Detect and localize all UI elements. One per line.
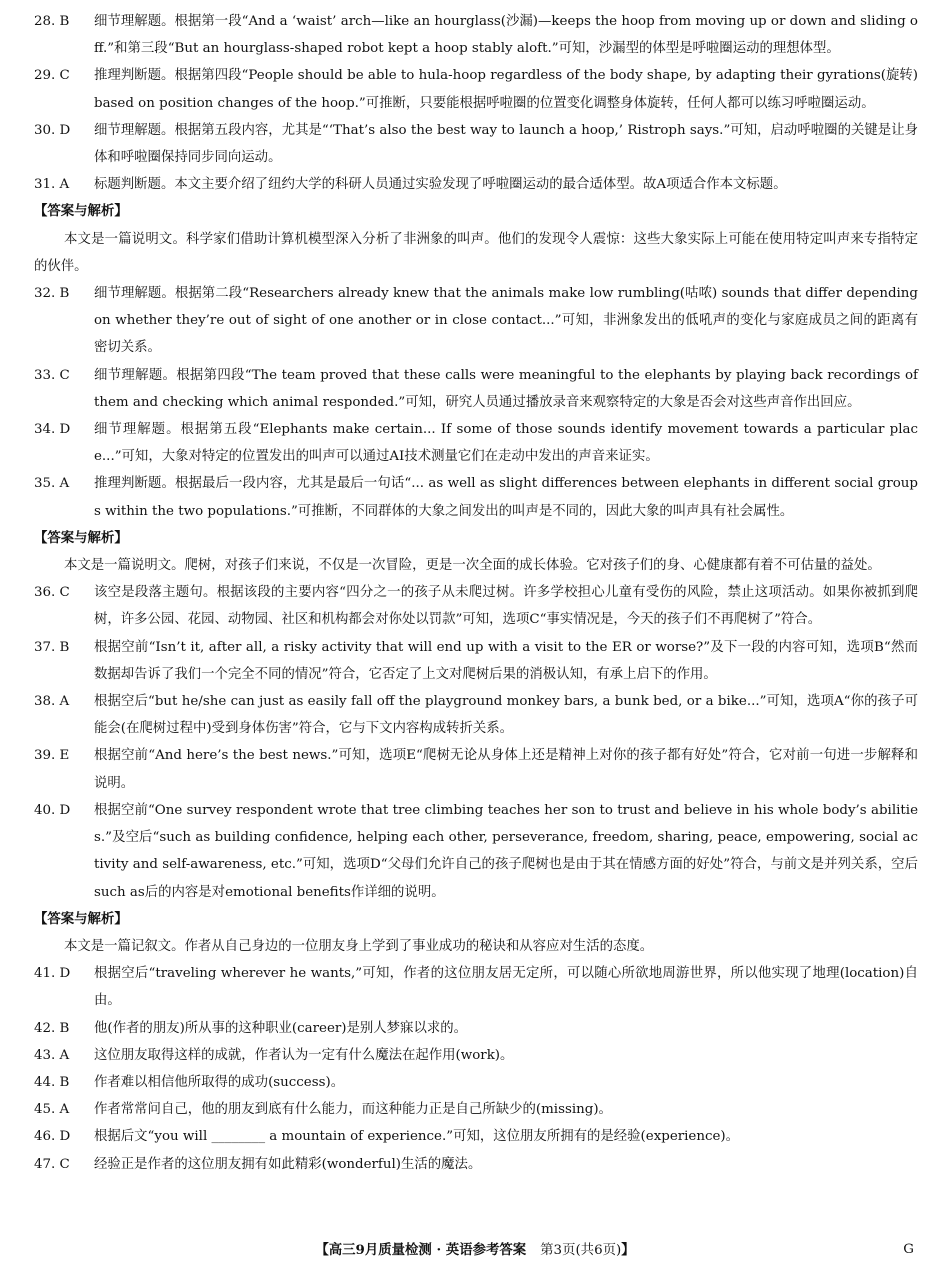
answer-number: 35. A — [34, 476, 70, 492]
answer-explanation: 推理判断题。根据最后一段内容，尤其是最后一句话“... as well as slight differences between elephants in different social groups within the two populations.”可推断，不同群体的大象之间发出的叫声是不同的，因此大象的叫声具有社会属性。 — [94, 476, 918, 519]
answer-explanation: 细节理解题。根据第五段内容，尤其是“‘That’s also the best way to launch a hoop,’ Ristroph says.”可知，启动呼啦圈的关键是让身体和呼啦圈保持同步同向运动。 — [94, 122, 918, 166]
answer-item — [34, 117, 918, 171]
answer-explanation: 根据后文“you will ________ a mountain of experience.”可知，这位朋友所拥有的是经验(experience)。 — [94, 1129, 740, 1145]
answer-item — [34, 1151, 918, 1178]
answer-number: 30. D — [34, 122, 71, 138]
answer-item — [34, 470, 918, 524]
answer-item — [34, 1015, 918, 1042]
answer-explanation: 经验正是作者的这位朋友拥有如此精彩(wonderful)生活的魔法。 — [94, 1156, 482, 1172]
answer-item — [34, 1069, 918, 1096]
answer-number: 46. D — [34, 1129, 71, 1145]
answer-number: 43. A — [34, 1047, 70, 1063]
answer-item — [34, 1096, 918, 1123]
answer-explanation: 细节理解题。根据第一段“And a ‘waist’ arch—like an hourglass(沙漏)—keeps the hoop from moving up or down and sliding off.”和第三段“But an hourglass-shaped robot kept a hoop stably aloft.”可知，沙漏型的体型是呼啦圈运动的理想体型。 — [94, 14, 918, 57]
answer-explanation: 根据空前“One survey respondent wrote that tree climbing teaches her son to trust and believe in his whole body’s abilities.”及空后“such as building confidence, helping each other, perseverance, freedom, sharing, peace, empowering, social activity and self-awareness, etc.”可知，选项D“父母们允许自己的孩子爬树也是由于其在情感方面的好处”符合，与前文是并列关系，空后such as后的内容是对emotional benefits作详细的说明。 — [94, 802, 918, 900]
footer-close: 】 — [621, 1242, 635, 1258]
answer-explanation: 该空是段落主题句。根据该段的主要内容“四分之一的孩子从未爬过树。许多学校担心儿童有受伤的风险，禁止这项活动。如果你被抓到爬树，许多公园、花园、动物园、社区和机构都会对你处以罚款”可知，选项C“事实情况是，今天的孩子们不再爬树了”符合。 — [94, 585, 918, 628]
answer-number: 45. A — [34, 1102, 70, 1118]
answer-page — [34, 8, 918, 1178]
answer-item — [34, 362, 918, 416]
answer-explanation: 他(作者的朋友)所从事的这种职业(career)是别人梦寐以求的。 — [94, 1020, 468, 1036]
version-mark: G — [903, 1242, 914, 1257]
answer-explanation: 根据空前“Isn’t it, after all, a risky activity that will end up with a visit to the ER or worse?”及下一段的内容可知，选项B“然而数据却告诉了我们一个完全不同的情况”符合，它否定了上文对爬树后果的消极认知，有承上启下的作用。 — [94, 639, 918, 682]
section-header: 【答案与解析】 — [34, 203, 128, 220]
answer-explanation: 这位朋友取得这样的成就，作者认为一定有什么魔法在起作用(work)。 — [94, 1047, 514, 1063]
answer-item — [34, 8, 918, 62]
page-number: 第3页(共6页) — [540, 1243, 622, 1258]
passage-summary: 本文是一篇说明文。科学家们借助计算机模型深入分析了非洲象的叫声。他们的发现令人震惊：这些大象实际上可能在使用特定叫声来专指特定的伙伴。 — [34, 231, 918, 274]
answer-number: 36. C — [34, 585, 70, 601]
answer-explanation: 推理判断题。根据第四段“People should be able to hula-hoop regardless of the body shape, by adapting their gyrations(旋转) based on position changes of the hoop.”可推断，只要能根据呼啦圈的位置变化调整身体旋转，任何人都可以练习呼啦圈运动。 — [94, 68, 918, 111]
answer-explanation: 细节理解题。根据第五段“Elephants make certain... If some of those sounds identify movement towards a particular place...”可知，大象对特定的位置发出的叫声可以通过AI技术测量它们在走动中发出的声音来证实。 — [94, 422, 918, 465]
answer-number: 37. B — [34, 639, 70, 655]
answer-item — [34, 62, 918, 116]
answer-item — [34, 1123, 918, 1150]
answer-item — [34, 416, 918, 470]
answer-number: 40. D — [34, 802, 71, 818]
section-header: 【答案与解析】 — [34, 910, 128, 927]
passage-summary: 本文是一篇记叙文。作者从自己身边的一位朋友身上学到了事业成功的秘诀和从容应对生活的态度。 — [64, 938, 654, 954]
answer-number: 42. B — [34, 1020, 70, 1036]
answer-explanation: 细节理解题。根据第二段“Researchers already knew that the animals make low rumbling(咕哝) sounds that differ depending on whether they’re out of sight of one another or in close contact...”可知，非洲象发出的低吼声的变化与家庭成员之间的距离有密切关系。 — [94, 286, 918, 356]
answer-item — [34, 742, 918, 796]
answer-number: 33. C — [34, 367, 70, 383]
answer-number: 41. D — [34, 966, 71, 982]
passage-summary: 本文是一篇说明文。爬树，对孩子们来说，不仅是一次冒险，更是一次全面的成长体验。它对孩子们的身、心健康都有着不可估量的益处。 — [64, 558, 881, 574]
answer-explanation: 根据空前“And here’s the best news.”可知，选项E“爬树无论从身体上还是精神上对你的孩子都有好处”符合，它对前一句进一步解释和说明。 — [94, 748, 918, 791]
answer-item — [34, 960, 918, 1014]
answer-number: 47. C — [34, 1156, 70, 1172]
answer-explanation: 标题判断题。本文主要介绍了纽约大学的科研人员通过实验发现了呼啦圈运动的最合适体型。故A项适合作本文标题。 — [94, 177, 787, 193]
section-header: 【答案与解析】 — [34, 529, 128, 546]
footer-title: 【高三9月质量检测 · 英语参考答案 — [315, 1242, 527, 1258]
answer-explanation: 根据空后“but he/she can just as easily fall off the playground monkey bars, a bunk bed, or a bike...”可知，选项A“你的孩子可能会(在爬树过程中)受到身体伤害”符合，它与下文内容构成转折关系。 — [94, 694, 918, 737]
answer-item — [34, 634, 918, 688]
answer-item — [34, 797, 918, 906]
answer-item — [34, 280, 918, 362]
answer-number: 38. A — [34, 694, 70, 710]
answer-item — [34, 171, 918, 198]
answer-number: 31. A — [34, 177, 70, 193]
answer-explanation: 根据空后“traveling wherever he wants,”可知，作者的这位朋友居无定所，可以随心所欲地周游世界，所以他实现了地理(location)自由。 — [94, 966, 918, 1009]
answer-explanation: 细节理解题。根据第四段“The team proved that these calls were meaningful to the elephants by playing back recordings of them and checking which animal responded.”可知，研究人员通过播放录音来观察特定的大象是否会对这些声音作出回应。 — [94, 367, 918, 410]
answer-item — [34, 688, 918, 742]
answer-number: 39. E — [34, 748, 70, 764]
answer-explanation: 作者常常问自己，他的朋友到底有什么能力，而这种能力正是自己所缺少的(missing)。 — [94, 1102, 612, 1118]
answer-item — [34, 1042, 918, 1069]
answer-number: 44. B — [34, 1074, 70, 1090]
answer-number: 34. D — [34, 422, 71, 438]
answer-explanation: 作者难以相信他所取得的成功(success)。 — [94, 1074, 345, 1090]
answer-item — [34, 579, 918, 633]
page-footer — [0, 1240, 950, 1261]
answer-number: 32. B — [34, 286, 70, 302]
answer-number: 28. B — [34, 14, 70, 29]
answer-number: 29. C — [34, 68, 70, 84]
